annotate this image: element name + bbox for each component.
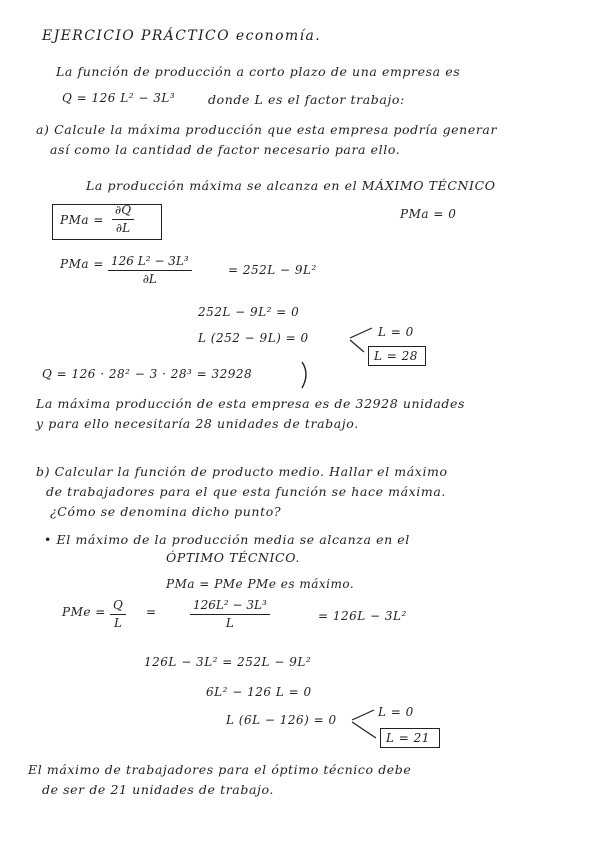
- pma-denominator: ∂L: [115, 221, 131, 235]
- pme-numerator-2: 126L² − 3L³: [193, 598, 267, 612]
- part-b-conclusion-line-2: de ser de 21 unidades de trabajo.: [42, 782, 274, 797]
- part-a-prompt-line-2: así como la cantidad de factor necesario para ello.: [50, 142, 401, 157]
- pma-calc-numerator: 126 L² − 3L³: [111, 254, 189, 268]
- part-b-conclusion-line-1: El máximo de trabajadores para el óptimo técnico debe: [28, 762, 412, 777]
- part-b-step-2: 6L² − 126 L = 0: [206, 685, 312, 699]
- pme-numerator-1: Q: [113, 598, 123, 612]
- part-b-step-1: 126L − 3L² = 252L − 9L²: [144, 655, 312, 669]
- part-b-prompt-line-3: ¿Cómo se denomina dicho punto?: [50, 504, 282, 519]
- pme-equals: =: [146, 605, 157, 619]
- pme-denominator-2: L: [225, 616, 234, 630]
- part-a-root-1: L = 0: [378, 325, 414, 339]
- part-b-root-1: L = 0: [378, 705, 414, 719]
- pma-numerator: ∂Q: [115, 203, 132, 217]
- part-a-conclusion-line-1: La máxima producción de esta empresa es de 32928 unidades: [36, 396, 466, 411]
- q-calculation: Q = 126 · 28² − 3 · 28³ = 32928: [42, 367, 253, 381]
- branch-arrow-a-up: [350, 328, 372, 338]
- branch-arrow-a-down: [350, 340, 364, 352]
- part-b-prompt-line-1: b) Calcular la función de producto medio. Hallar el máximo: [36, 464, 448, 479]
- production-function: Q = 126 L² − 3L³: [62, 91, 176, 105]
- pma-label: PMa =: [60, 213, 104, 227]
- pme-denominator-1: L: [113, 616, 122, 630]
- part-b-step-3: L (6L − 126) = 0: [226, 713, 337, 727]
- pma-pme-equality: PMa = PMe PMe es máximo.: [166, 577, 355, 591]
- branch-arrow-b-up: [352, 710, 374, 720]
- part-b-bullet-line-2: ÓPTIMO TÉCNICO.: [166, 550, 300, 565]
- part-b-root-2: L = 21: [386, 731, 430, 745]
- part-a-root-2: L = 28: [374, 349, 418, 363]
- bracket-q: [302, 362, 306, 388]
- part-a-step-1: 252L − 9L² = 0: [198, 305, 300, 319]
- pma-zero: PMa = 0: [400, 207, 457, 221]
- pma-calc-denominator: ∂L: [142, 272, 157, 286]
- part-a-note: La producción máxima se alcanza en el MÁXIMO TÉCNICO: [86, 178, 496, 193]
- part-a-step-2: L (252 − 9L) = 0: [198, 331, 309, 345]
- pme-label: PMe =: [62, 605, 106, 619]
- pma-calc-label: PMa =: [60, 257, 104, 271]
- part-b-prompt-line-2: de trabajadores para el que esta función se hace máxima.: [46, 484, 446, 499]
- intro-line-1: La función de producción a corto plazo de una empresa es: [56, 64, 461, 79]
- intro-line-2: donde L es el factor trabajo:: [208, 92, 405, 107]
- branch-arrow-b-down: [352, 722, 376, 738]
- page-title: EJERCICIO PRÁCTICO economía.: [42, 28, 322, 44]
- pme-result: = 126L − 3L²: [318, 609, 407, 623]
- part-a-prompt-line-1: a) Calcule la máxima producción que esta empresa podría generar: [36, 122, 498, 137]
- part-a-conclusion-line-2: y para ello necesitaría 28 unidades de trabajo.: [36, 416, 359, 431]
- pma-calc-result: = 252L − 9L²: [228, 263, 317, 277]
- part-b-bullet-line-1: • El máximo de la producción media se alcanza en el: [44, 532, 410, 547]
